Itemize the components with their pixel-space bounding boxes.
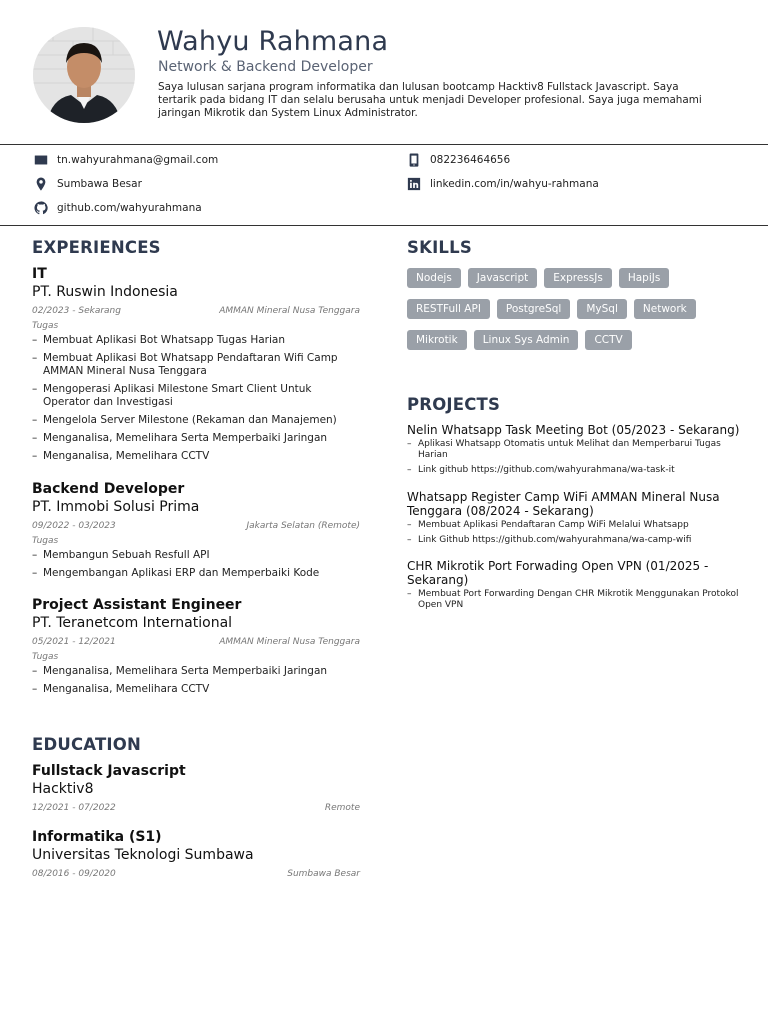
experience-entry [32,597,360,701]
job-location: AMMAN Mineral Nusa Tenggara [219,306,360,316]
education-entry [32,829,360,880]
contact-phone[interactable] [407,153,510,167]
profile-photo [33,27,135,123]
project-item: – Membuat Port Forwarding Dengan CHR Mikrotik Menggunakan Protokol Open VPN [407,589,742,611]
skill-tag: PostgreSql [497,299,570,319]
skill-tag: Javascript [468,268,537,288]
skill-tag: Network [634,299,696,319]
education-meta [32,868,360,880]
task-item: – Mengoperasi Aplikasi Milestone Smart Client Untuk Operator dan Investigasi [32,383,360,409]
project-title: Whatsapp Register Camp WiFi AMMAN Mineral Nusa Tenggara (08/2024 - Sekarang) [407,490,720,518]
contact-email[interactable] [34,153,218,167]
contact-linkedin[interactable] [407,177,599,191]
email-text: tn.wahyurahmana@gmail.com [57,154,219,166]
linkedin-icon [407,177,421,191]
education-location: Sumbawa Besar [287,869,360,879]
job-meta [32,305,360,317]
phone-text: 082236464656 [430,154,511,166]
project-details [407,589,742,611]
task-item: – Membangun Sebuah Resfull API [32,549,360,562]
task-list [32,334,360,463]
profile-summary: Saya lulusan sarjana program informatika dan lulusan bootcamp Hacktiv8 Fullstack Javascript. Saya tertarik pada bidang IT dan selalu berusaha untuk menjadi Developer profesional. Saya juga memahami jaringan Mikrotik dan System Linux Administrator. [158,81,702,119]
skill-tag: Nodejs [407,268,461,288]
task-item: – Mengembangan Aplikasi ERP dan Memperbaiki Kode [32,567,360,580]
company-name: PT. Immobi Solusi Prima [32,499,200,515]
candidate-name: Wahyu Rahmana [157,26,389,57]
school-name: Universitas Teknologi Sumbawa [32,847,254,863]
mail-icon [34,153,48,167]
project-item: – Aplikasi Whatsapp Otomatis untuk Melihat dan Memperbarui Tugas Harian [407,439,742,461]
projects-heading: PROJECTS [407,395,501,414]
header-divider [0,144,768,145]
job-title: Project Assistant Engineer [32,597,242,613]
task-list [32,665,360,696]
project-title: Nelin Whatsapp Task Meeting Bot (05/2023 - Sekarang) [407,423,740,437]
task-item: – Membuat Aplikasi Bot Whatsapp Tugas Harian [32,334,360,347]
education-period: 12/2021 - 07/2022 [32,803,116,813]
experience-entry [32,481,360,585]
phone-icon [407,153,421,167]
project-entry [407,559,742,615]
degree-name: Informatika (S1) [32,829,162,845]
contact-github[interactable] [34,201,202,215]
experiences-heading: EXPERIENCES [32,238,161,257]
skill-tag: RESTFull API [407,299,490,319]
education-period: 08/2016 - 09/2020 [32,869,116,879]
task-item: – Menganalisa, Memelihara Serta Memperbaiki Jaringan [32,665,360,678]
job-title: IT [32,266,47,282]
task-item: – Menganalisa, Memelihara CCTV [32,683,360,696]
skills-heading: SKILLS [407,238,472,257]
skill-tag: Linux Sys Admin [474,330,579,350]
job-location: Jakarta Selatan (Remote) [246,521,360,531]
tasks-label: Tugas [32,652,59,662]
skill-tag: Mikrotik [407,330,467,350]
candidate-role: Network & Backend Developer [158,59,373,75]
contact-location [34,177,142,191]
project-entry [407,423,742,480]
skill-tag: ExpressJs [544,268,612,288]
school-name: Hacktiv8 [32,781,94,797]
location-pin-icon [34,177,48,191]
task-item: – Membuat Aplikasi Bot Whatsapp Pendaftaran Wifi Camp AMMAN Mineral Nusa Tenggara [32,352,360,378]
project-item[interactable]: – Link Github https://github.com/wahyurahmana/wa-camp-wifi [407,535,742,546]
job-meta [32,636,360,648]
task-list [32,549,360,580]
github-text: github.com/wahyurahmana [57,202,202,214]
company-name: PT. Ruswin Indonesia [32,284,178,300]
job-period: 09/2022 - 03/2023 [32,521,116,531]
tasks-label: Tugas [32,321,59,331]
project-item: – Membuat Aplikasi Pendaftaran Camp WiFi Melalui Whatsapp [407,520,742,531]
skill-tag: MySql [577,299,627,319]
project-item[interactable]: – Link github https://github.com/wahyurahmana/wa-task-it [407,465,742,476]
degree-name: Fullstack Javascript [32,763,186,779]
task-item: – Menganalisa, Memelihara Serta Memperbaiki Jaringan [32,432,360,445]
company-name: PT. Teranetcom International [32,615,233,631]
skill-tag: CCTV [585,330,631,350]
education-heading: EDUCATION [32,735,141,754]
project-title: CHR Mikrotik Port Forwading Open VPN (01/2025 - Sekarang) [407,559,709,587]
education-meta [32,802,360,814]
contacts-divider [0,225,768,226]
task-item: – Menganalisa, Memelihara CCTV [32,450,360,463]
skill-tag: HapiJs [619,268,669,288]
job-meta [32,520,360,532]
github-icon [34,201,48,215]
job-title: Backend Developer [32,481,185,497]
experience-entry [32,266,360,468]
job-period: 05/2021 - 12/2021 [32,637,116,647]
job-period: 02/2023 - Sekarang [32,306,121,316]
project-details [407,520,742,546]
education-entry [32,763,360,814]
project-details [407,439,742,476]
job-location: AMMAN Mineral Nusa Tenggara [219,637,360,647]
project-entry [407,490,742,550]
location-text: Sumbawa Besar [57,178,142,190]
task-item: – Mengelola Server Milestone (Rekaman dan Manajemen) [32,414,360,427]
education-location: Remote [324,803,360,813]
skills-list [407,268,727,361]
linkedin-text: linkedin.com/in/wahyu-rahmana [430,178,599,190]
tasks-label: Tugas [32,536,59,546]
